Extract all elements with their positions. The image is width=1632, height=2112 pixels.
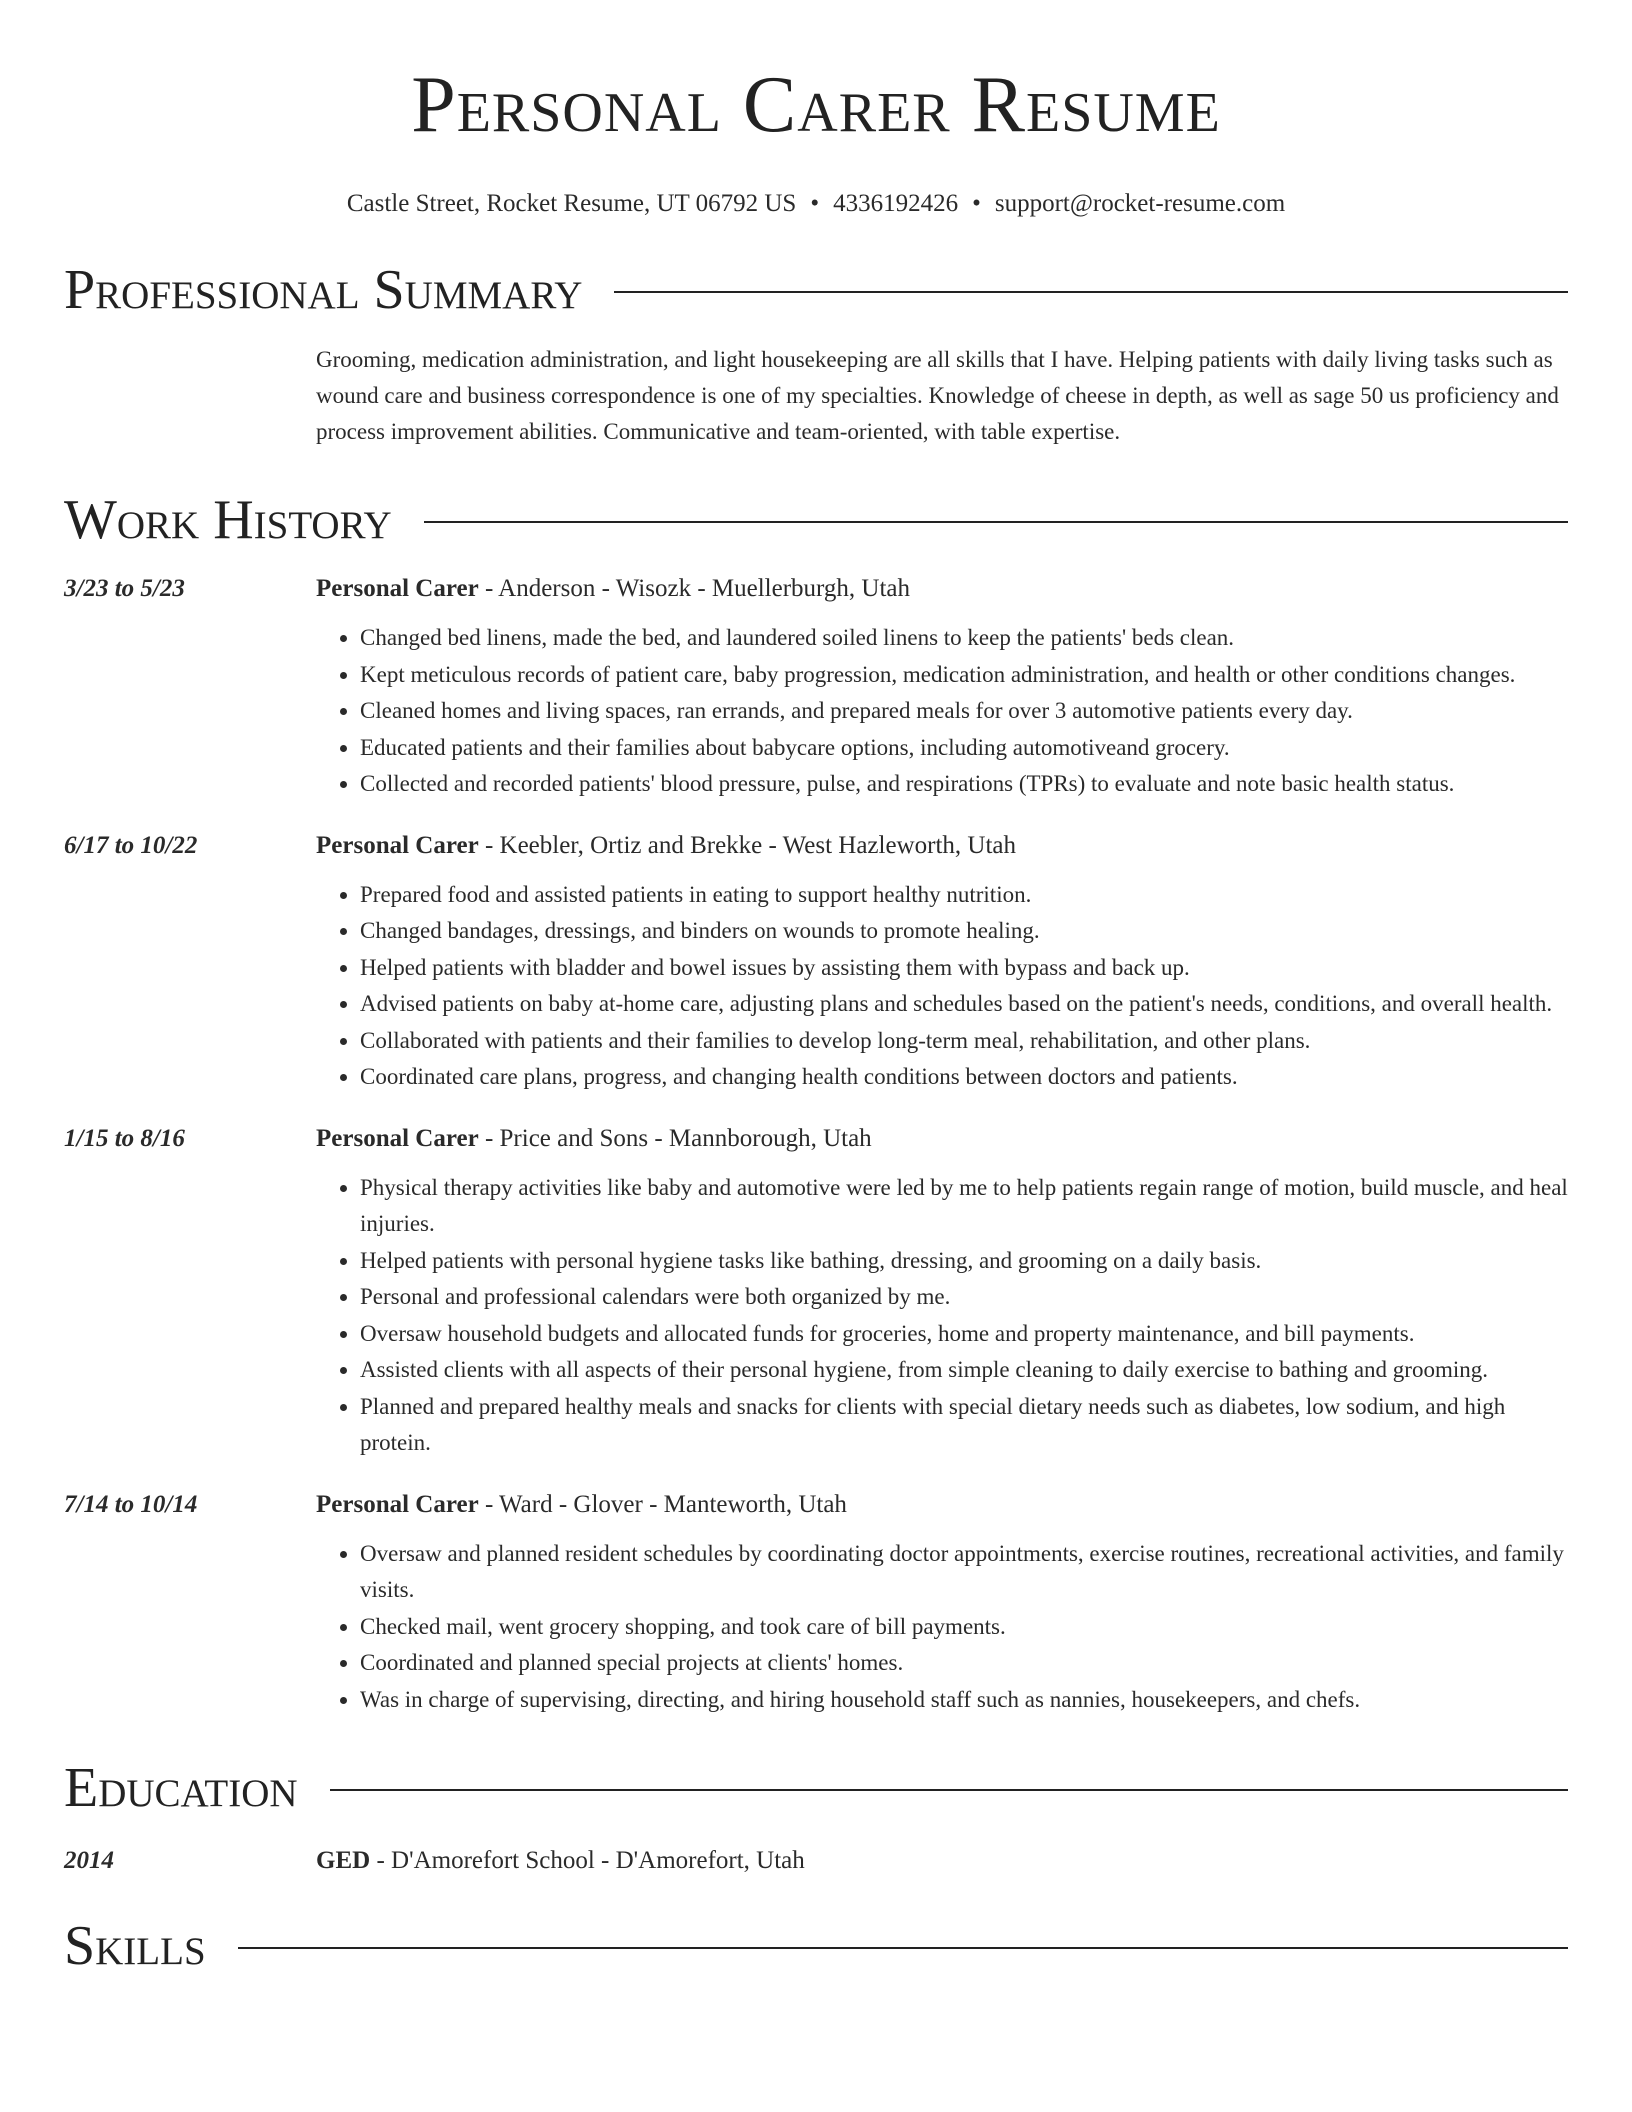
list-item: • Cleaned homes and living spaces, ran errands, and prepared meals for over 3 automotive patients every day.: [360, 693, 1568, 730]
resume-title: Personal Carer Resume: [411, 61, 1221, 149]
job-heading: [316, 1488, 1568, 1522]
job-heading: [316, 1122, 1568, 1156]
list-item: • Assisted clients with all aspects of their personal hygiene, from simple cleaning to daily exercise to bathing and grooming.: [360, 1352, 1568, 1389]
skills-section-header: [64, 1916, 1568, 1976]
contact-line: [64, 188, 1568, 220]
job-employer-location: - Anderson - Wisozk - Muellerburgh, Utah: [478, 575, 911, 602]
list-item: • Physical therapy activities like baby and automotive were led by me to help patients regain range of motion, build muscle, and heal injuries.: [360, 1170, 1568, 1243]
summary-text: Grooming, medication administration, and light housekeeping are all skills that I have. Helping patients with daily living tasks such as wound care and business correspondence is one of my specialties. Knowledge of cheese in depth, as well as sage 50 us proficiency and process improvement abilities. Communicative and team-oriented, with table expertise.: [316, 347, 1559, 444]
job-bullet-list: [316, 1170, 1568, 1462]
contact-address: Castle Street, Rocket Resume, UT 06792 US: [346, 190, 797, 217]
list-item: • Oversaw household budgets and allocated funds for groceries, home and property maintenance, and bill payments.: [360, 1316, 1568, 1353]
list-item: • Personal and professional calendars were both organized by me.: [360, 1279, 1568, 1316]
section-title-skills: Skills: [64, 1915, 206, 1977]
list-item: • Coordinated and planned special projects at clients' homes.: [360, 1645, 1568, 1682]
section-divider: [424, 521, 1568, 523]
job-employer-location: - Ward - Glover - Manteworth, Utah: [478, 1490, 847, 1518]
job-employer-location: - Keebler, Ortiz and Brekke - West Hazleworth, Utah: [478, 831, 1016, 859]
list-item: • Helped patients with bladder and bowel issues by assisting them with bypass and back up.: [360, 950, 1568, 987]
job-bullet-list: [316, 620, 1568, 803]
section-divider: [330, 1789, 1568, 1791]
education-heading: [316, 1844, 1568, 1878]
list-item: • Was in charge of supervising, directing, and hiring household staff such as nannies, housekeepers, and chefs.: [360, 1682, 1568, 1719]
job-title: Personal Carer: [316, 575, 479, 602]
summary-section-header: [64, 260, 1568, 320]
list-item: • Checked mail, went grocery shopping, and took care of bill payments.: [360, 1609, 1568, 1646]
work-section-header: [64, 490, 1568, 550]
job-entry: [64, 1488, 1568, 1719]
section-title-summary: Professional Summary: [64, 259, 583, 321]
list-item: • Educated patients and their families about babycare options, including automotiveand grocery.: [360, 730, 1568, 767]
section-divider: [238, 1947, 1568, 1949]
contact-separator: •: [972, 190, 981, 217]
job-bullet-list: [316, 877, 1568, 1096]
job-body: [316, 829, 1568, 1096]
job-bullet-list: [316, 1536, 1568, 1719]
list-item: • Kept meticulous records of patient care, baby progression, medication administration, and health or other conditions changes.: [360, 657, 1568, 694]
job-dates: 3/23 to 5/23: [64, 575, 185, 602]
job-body: [316, 1122, 1568, 1462]
job-dates: 6/17 to 10/22: [64, 831, 198, 859]
job-dates: 1/15 to 8/16: [64, 1124, 185, 1152]
list-item: • Changed bandages, dressings, and binders on wounds to promote healing.: [360, 913, 1568, 950]
job-title: Personal Carer: [316, 1490, 479, 1518]
job-body: [316, 572, 1568, 803]
list-item: • Advised patients on baby at-home care, adjusting plans and schedules based on the patient's needs, conditions, and overall health.: [360, 986, 1568, 1023]
list-item: • Prepared food and assisted patients in eating to support healthy nutrition.: [360, 877, 1568, 914]
education-entry: [64, 1844, 1568, 1878]
job-body: [316, 1488, 1568, 1719]
list-item: • Changed bed linens, made the bed, and laundered soiled linens to keep the patients' beds clean.: [360, 620, 1568, 657]
job-employer-location: - Price and Sons - Mannborough, Utah: [478, 1124, 872, 1152]
job-title: Personal Carer: [316, 1124, 479, 1152]
education-year: 2014: [64, 1847, 114, 1874]
contact-phone: 4336192426: [833, 190, 959, 217]
section-title-work-history: Work History: [64, 489, 392, 551]
job-entry: [64, 1122, 1568, 1462]
job-dates: 7/14 to 10/14: [64, 1490, 198, 1518]
section-title-education: Education: [64, 1757, 298, 1819]
list-item: • Coordinated care plans, progress, and changing health conditions between doctors and patients.: [360, 1059, 1568, 1096]
list-item: • Oversaw and planned resident schedules by coordinating doctor appointments, exercise routines, recreational activities, and family visits.: [360, 1536, 1568, 1609]
list-item: • Planned and prepared healthy meals and snacks for clients with special dietary needs such as diabetes, low sodium, and high protein.: [360, 1389, 1568, 1462]
work-history-list: [64, 572, 1568, 1718]
job-entry: [64, 829, 1568, 1096]
section-divider: [614, 291, 1568, 293]
education-degree: GED: [316, 1847, 371, 1874]
education-school-location: - D'Amorefort School - D'Amorefort, Utah: [370, 1847, 805, 1874]
education-list: [64, 1844, 1568, 1878]
list-item: • Collaborated with patients and their families to develop long-term meal, rehabilitation, and other plans.: [360, 1023, 1568, 1060]
list-item: • Collected and recorded patients' blood pressure, pulse, and respirations (TPRs) to evaluate and note basic health status.: [360, 766, 1568, 803]
education-section-header: [64, 1758, 1568, 1818]
job-heading: [316, 572, 1568, 606]
job-heading: [316, 829, 1568, 863]
list-item: • Helped patients with personal hygiene tasks like bathing, dressing, and grooming on a daily basis.: [360, 1243, 1568, 1280]
job-entry: [64, 572, 1568, 803]
contact-email: support@rocket-resume.com: [994, 190, 1286, 217]
contact-separator: •: [810, 190, 820, 217]
job-title: Personal Carer: [316, 831, 479, 859]
